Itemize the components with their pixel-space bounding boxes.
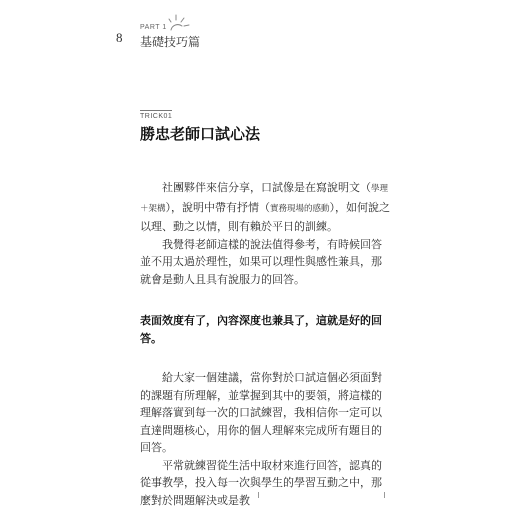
body-text <box>140 179 392 509</box>
paragraph-1: 社團夥伴來信分享，口試像是在寫說明文（學理＋架構），說明中帶有抒情（實務現場的感動），如何說之以理、動之以情，則有賴於平日的訓練。 <box>140 179 392 236</box>
crop-mark <box>258 492 259 498</box>
section-title: 基礎技巧篇 <box>140 33 200 50</box>
crop-mark <box>384 492 385 498</box>
trick-divider <box>140 110 172 111</box>
highlight-sentence: 表面效度有了，內容深度也兼具了，這就是好的回答。 <box>140 312 392 347</box>
paragraph-4: 平常就練習從生活中取材來進行回答，認真的從事教學，投入每一次與學生的學習互動之中，那麼對於問題解決或是教 <box>140 457 392 509</box>
note-practice-emotion: 實務現場的感動 <box>270 204 330 214</box>
paragraph-3: 給大家一個建議，當你對於口試這個必須面對的課題有所理解，並掌握到其中的要領，將這樣的理解落實到每一次的口試練習，我相信你一定可以直達問題核心，用你的個人理解來完成所有題目的回答。 <box>140 369 392 457</box>
trick-label: TRICK01 <box>140 113 172 120</box>
paragraph-2: 我覺得老師這樣的說法值得參考，有時候回答並不用太過於理性，如果可以理性與感性兼具，那就會是動人且具有說服力的回答。 <box>140 236 392 289</box>
sparkle-icon <box>165 14 191 38</box>
page-number: 8 <box>116 30 123 46</box>
note-theory-structure: 學理＋架構 <box>140 184 388 214</box>
article-title: 勝忠老師口試心法 <box>140 123 260 144</box>
part-label: PART 1 <box>140 24 167 31</box>
